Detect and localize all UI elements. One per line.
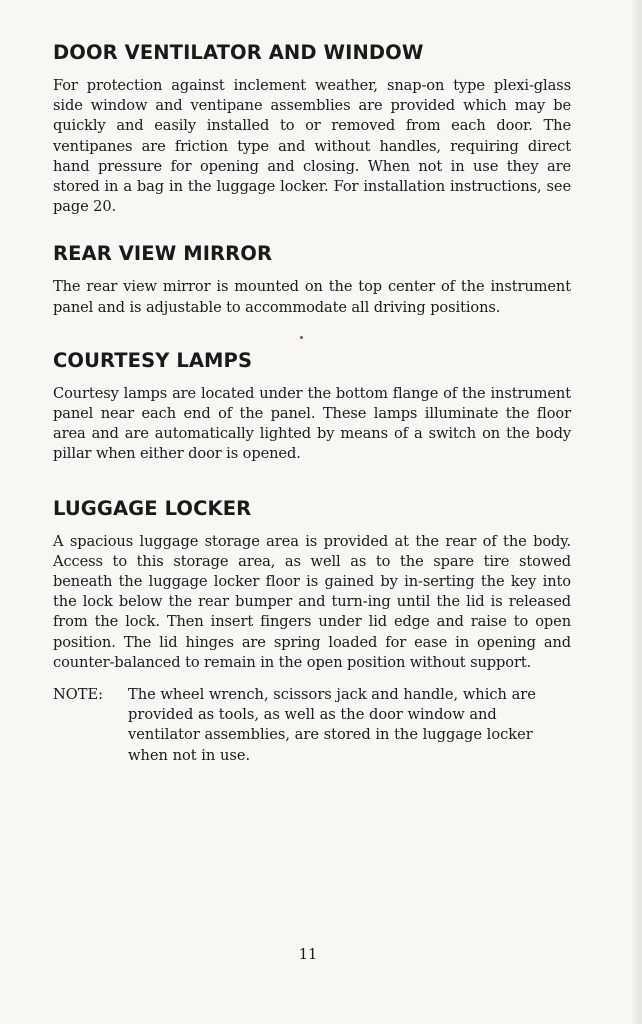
print-speck: [300, 336, 303, 339]
section-heading: COURTESY LAMPS: [53, 348, 253, 372]
page-content: [53, 41, 571, 766]
section-luggage-locker: [53, 497, 571, 766]
section-heading: REAR VIEW MIRROR: [53, 242, 273, 266]
page-number: 11: [298, 946, 318, 963]
section-body: A spacious luggage storage area is provided at the rear of the body. Access to this storage area, as well as to the spare tire stowed beneath the luggage locker floor is gained by in-serting the key into the lock below the rear bumper and turn-ing until the lid is released from the lock. Then insert fingers under lid edge and raise to open position. The lid hinges are spring loaded for ease in opening and counter-balanced to remain in the open position without support.: [53, 532, 571, 671]
section-courtesy-lamps: [53, 349, 571, 465]
section-body: For protection against inclement weather, snap-on type plexi-glass side window and ventipane assemblies are provided which may be quickly and easily installed to or removed from each door. The ventipanes are friction type and without handles, requiring direct hand pressure for opening and closing. When not in use they are stored in a bag in the luggage locker. For installation instructions, see page 20.: [53, 77, 571, 216]
note-text: The wheel wrench, scissors jack and handle, which are provided as tools, as well as the door window and ventilator assemblies, are stored in the luggage locker when not in use.: [128, 686, 536, 764]
section-body: Courtesy lamps are located under the bottom flange of the instrument panel near each end of the panel. These lamps illuminate the floor area and are automatically lighted by means of a switch on the body pillar when either door is opened.: [53, 384, 571, 463]
section-heading: LUGGAGE LOCKER: [53, 496, 252, 520]
section-heading: DOOR VENTILATOR AND WINDOW: [53, 41, 424, 64]
section-door-ventilator: [53, 41, 571, 217]
note-label: NOTE:: [53, 686, 104, 704]
page-edge-shadow: [632, 0, 642, 1024]
section-body: The rear view mirror is mounted on the top center of the instrument panel and is adjustable to accommodate all driving positions.: [53, 278, 571, 316]
note-block: [53, 685, 571, 766]
section-rear-view-mirror: [53, 242, 571, 317]
